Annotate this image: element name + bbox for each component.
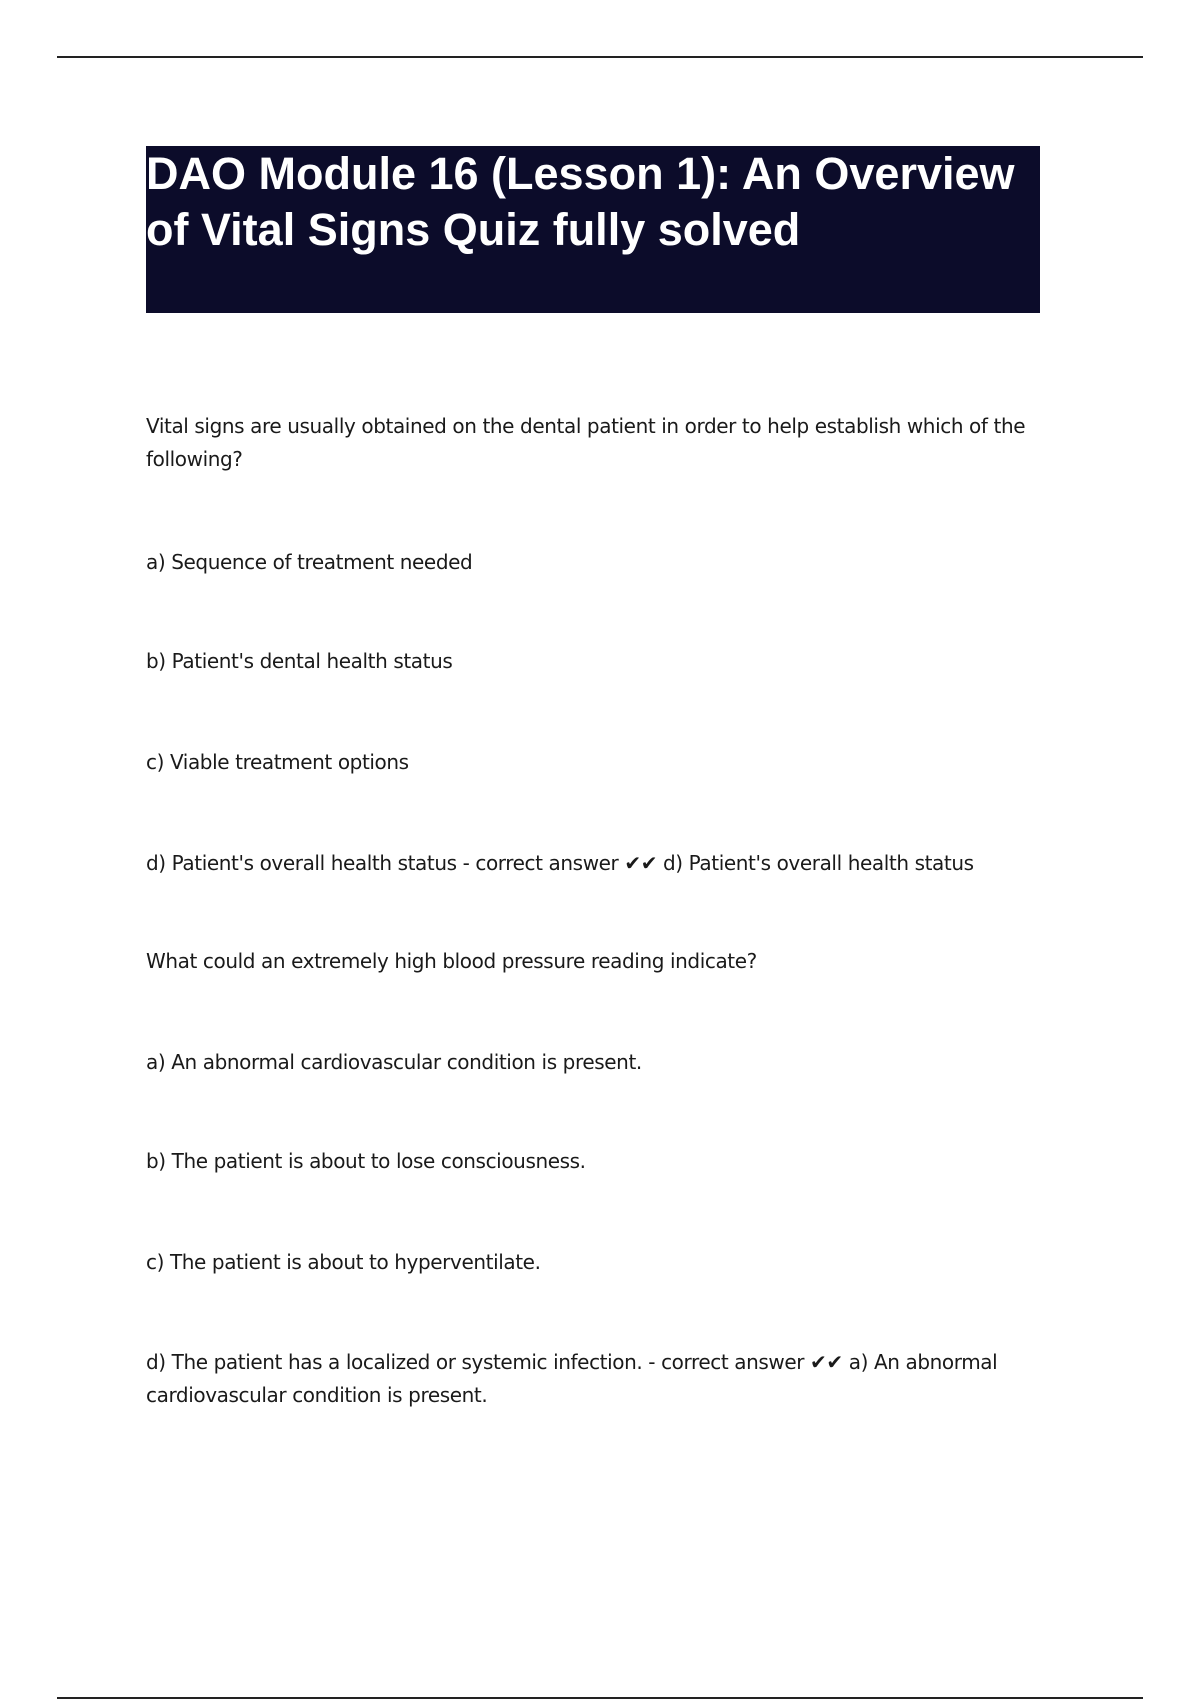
question-2-option-b: b) The patient is about to lose consciousness. xyxy=(146,1149,586,1173)
bottom-divider xyxy=(57,1697,1143,1699)
title-banner xyxy=(146,146,1040,313)
question-2-prompt: What could an extremely high blood pressure reading indicate? xyxy=(146,949,757,973)
question-2-option-d: d) The patient has a localized or systemic infection. - correct answer ✔✔ a) An abnormal cardiovascular condition is present. xyxy=(146,1350,998,1407)
question-1-option-a: a) Sequence of treatment needed xyxy=(146,550,473,574)
question-1-option-c: c) Viable treatment options xyxy=(146,750,409,774)
document-title: DAO Module 16 (Lesson 1): An Overview of Vital Signs Quiz fully solved xyxy=(146,148,1015,255)
question-1-prompt: Vital signs are usually obtained on the dental patient in order to help establish which of the following? xyxy=(146,414,1026,471)
question-1-option-b: b) Patient's dental health status xyxy=(146,649,453,673)
question-2-option-c: c) The patient is about to hyperventilate. xyxy=(146,1250,541,1274)
question-2-option-a: a) An abnormal cardiovascular condition is present. xyxy=(146,1050,642,1074)
top-divider xyxy=(57,56,1143,58)
question-1-option-d: d) Patient's overall health status - correct answer ✔✔ d) Patient's overall health status xyxy=(146,851,974,875)
